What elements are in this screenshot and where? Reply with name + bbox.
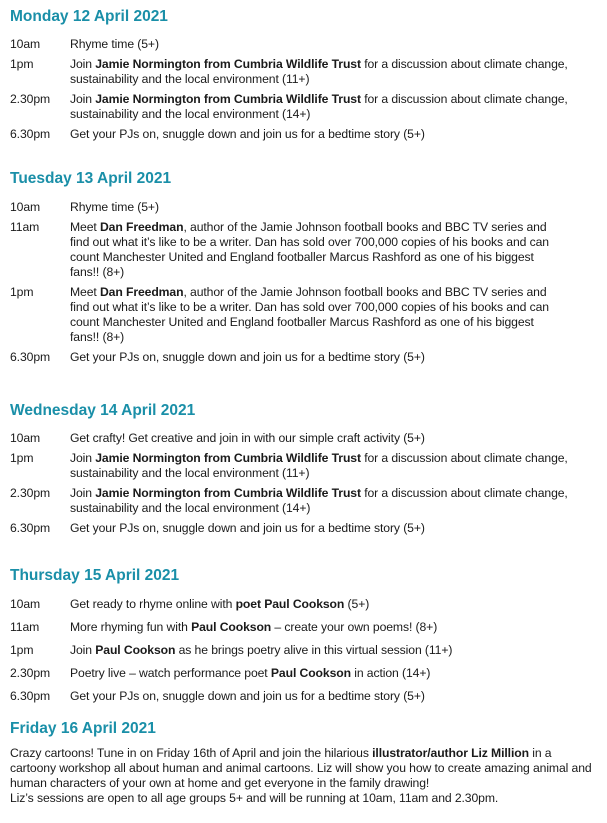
text-run: Meet bbox=[70, 285, 100, 299]
text-run: Crazy cartoons! Tune in on Friday 16th of April and join the hilarious bbox=[10, 746, 373, 760]
text-run: Rhyme time (5+) bbox=[70, 37, 159, 51]
entry-time: 6.30pm bbox=[10, 521, 51, 535]
schedule-entry bbox=[10, 57, 599, 87]
entry-time: 2.30pm bbox=[10, 92, 51, 106]
entry-time: 6.30pm bbox=[10, 350, 51, 364]
entry-time: 10am bbox=[10, 37, 41, 51]
text-run: Get your PJs on, snuggle down and join us for a bedtime story (5+) bbox=[70, 127, 425, 141]
entry-description bbox=[70, 200, 599, 215]
schedule-entry bbox=[10, 666, 599, 681]
friday-description bbox=[10, 746, 599, 791]
schedule-entry bbox=[10, 127, 599, 142]
text-run: (5+) bbox=[344, 597, 370, 611]
bold-text: Paul Cookson bbox=[270, 666, 351, 680]
bold-text: Paul Cookson bbox=[191, 620, 272, 634]
entry-time: 1pm bbox=[10, 451, 34, 465]
entry-description bbox=[70, 127, 599, 142]
text-run: for a discussion about climate change, sustainability and the local environment (14+) bbox=[70, 92, 568, 121]
text-run: Get your PJs on, snuggle down and join us for a bedtime story (5+) bbox=[70, 689, 425, 703]
friday-sessions-note: Liz’s sessions are open to all age groups 5+ and will be running at 10am, 11am and 2.30pm. bbox=[10, 791, 499, 805]
schedule-entry bbox=[10, 620, 599, 635]
bold-text: Dan Freedman bbox=[99, 285, 184, 299]
bold-text: Jamie Normington from Cumbria Wildlife Trust bbox=[95, 451, 361, 465]
bold-text: Jamie Normington from Cumbria Wildlife Trust bbox=[95, 92, 361, 106]
entry-time: 1pm bbox=[10, 643, 34, 657]
entry-description bbox=[70, 285, 599, 345]
entry-time: 10am bbox=[10, 431, 41, 445]
entry-description bbox=[70, 666, 599, 681]
entry-time: 10am bbox=[10, 200, 41, 214]
text-run: in a cartoony workshop all about human and animal cartoons. Liz will show you how to create amazing animal and human characters of your own at home and get everyone in the family drawing! bbox=[10, 746, 592, 790]
schedule-entry bbox=[10, 486, 599, 516]
schedule-entry bbox=[10, 521, 599, 536]
schedule-entry bbox=[10, 350, 599, 365]
text-run: Get crafty! Get creative and join in with our simple craft activity (5+) bbox=[70, 431, 425, 445]
schedule-entry bbox=[10, 92, 599, 122]
text-run: , author of the Jamie Johnson football books and BBC TV series and find out what it’s like to be a writer. Dan has sold over 700,000 copies of his books and can count Manchester United and England footballer Marcus Rashford as one of his biggest fans!! (8+) bbox=[70, 285, 549, 344]
schedule-entry bbox=[10, 37, 599, 52]
entry-description bbox=[70, 643, 599, 658]
schedule-entry bbox=[10, 643, 599, 658]
bold-text: Paul Cookson bbox=[95, 643, 176, 657]
text-run: Join bbox=[70, 451, 96, 465]
entry-time: 6.30pm bbox=[10, 127, 51, 141]
text-run: Join bbox=[70, 92, 96, 106]
text-run: for a discussion about climate change, sustainability and the local environment (14+) bbox=[70, 486, 568, 515]
entry-description bbox=[70, 486, 599, 516]
schedule-entry bbox=[10, 451, 599, 481]
text-run: More rhyming fun with bbox=[70, 620, 192, 634]
text-run: in action (14+) bbox=[350, 666, 431, 680]
entry-description bbox=[70, 92, 599, 122]
text-run: Get your PJs on, snuggle down and join us for a bedtime story (5+) bbox=[70, 521, 425, 535]
text-run: – create your own poems! (8+) bbox=[271, 620, 438, 634]
text-run: Get your PJs on, snuggle down and join us for a bedtime story (5+) bbox=[70, 350, 425, 364]
text-run: as he brings poetry alive in this virtual session (11+) bbox=[175, 643, 453, 657]
entry-time: 11am bbox=[10, 220, 40, 234]
text-run: Poetry live – watch performance poet bbox=[70, 666, 271, 680]
text-run: Get ready to rhyme online with bbox=[70, 597, 236, 611]
entry-time: 10am bbox=[10, 597, 41, 611]
schedule-entry bbox=[10, 220, 599, 280]
schedule-entry bbox=[10, 285, 599, 345]
text-run: Meet bbox=[70, 220, 100, 234]
entry-description bbox=[70, 597, 599, 612]
entry-description bbox=[70, 37, 599, 52]
day-section-tuesday bbox=[10, 170, 599, 365]
entry-description bbox=[70, 431, 599, 446]
bold-text: Jamie Normington from Cumbria Wildlife Trust bbox=[95, 57, 361, 71]
entry-time: 11am bbox=[10, 620, 40, 634]
entry-description bbox=[70, 451, 599, 481]
day-title: Thursday 15 April 2021 bbox=[10, 567, 180, 584]
text-run: Join bbox=[70, 643, 96, 657]
entry-time: 1pm bbox=[10, 57, 34, 71]
schedule-entry bbox=[10, 689, 599, 704]
text-run: , author of the Jamie Johnson football books and BBC TV series and find out what it’s like to be a writer. Dan has sold over 700,000 copies of his books and can count Manchester United and England footballer Marcus Rashford as one of his biggest fans!! (8+) bbox=[70, 220, 549, 279]
entry-description bbox=[70, 220, 599, 280]
entry-description bbox=[70, 57, 599, 87]
text-run: for a discussion about climate change, sustainability and the local environment (11+) bbox=[70, 57, 568, 86]
entry-time: 1pm bbox=[10, 285, 34, 299]
schedule-entry bbox=[10, 597, 599, 612]
bold-text: poet Paul Cookson bbox=[235, 597, 345, 611]
day-section-wednesday bbox=[10, 402, 599, 536]
day-section-friday bbox=[10, 720, 599, 806]
entry-time: 2.30pm bbox=[10, 486, 51, 500]
day-title: Friday 16 April 2021 bbox=[10, 720, 156, 737]
day-title: Monday 12 April 2021 bbox=[10, 8, 168, 25]
day-title: Wednesday 14 April 2021 bbox=[10, 402, 196, 419]
text-run: for a discussion about climate change, sustainability and the local environment (11+) bbox=[70, 451, 568, 480]
schedule-entry bbox=[10, 431, 599, 446]
day-title: Tuesday 13 April 2021 bbox=[10, 170, 172, 187]
bold-text: Jamie Normington from Cumbria Wildlife Trust bbox=[95, 486, 361, 500]
entry-description bbox=[70, 620, 599, 635]
bold-text: Dan Freedman bbox=[99, 220, 184, 234]
text-run: Join bbox=[70, 57, 96, 71]
entry-description bbox=[70, 521, 599, 536]
day-section-monday bbox=[10, 8, 599, 142]
entry-description bbox=[70, 689, 599, 704]
text-run: Rhyme time (5+) bbox=[70, 200, 159, 214]
text-run: Join bbox=[70, 486, 96, 500]
schedule-entry bbox=[10, 200, 599, 215]
entry-time: 6.30pm bbox=[10, 689, 51, 703]
entry-description bbox=[70, 350, 599, 365]
day-section-thursday bbox=[10, 567, 599, 704]
bold-text: illustrator/author Liz Million bbox=[372, 746, 529, 760]
entry-time: 2.30pm bbox=[10, 666, 51, 680]
